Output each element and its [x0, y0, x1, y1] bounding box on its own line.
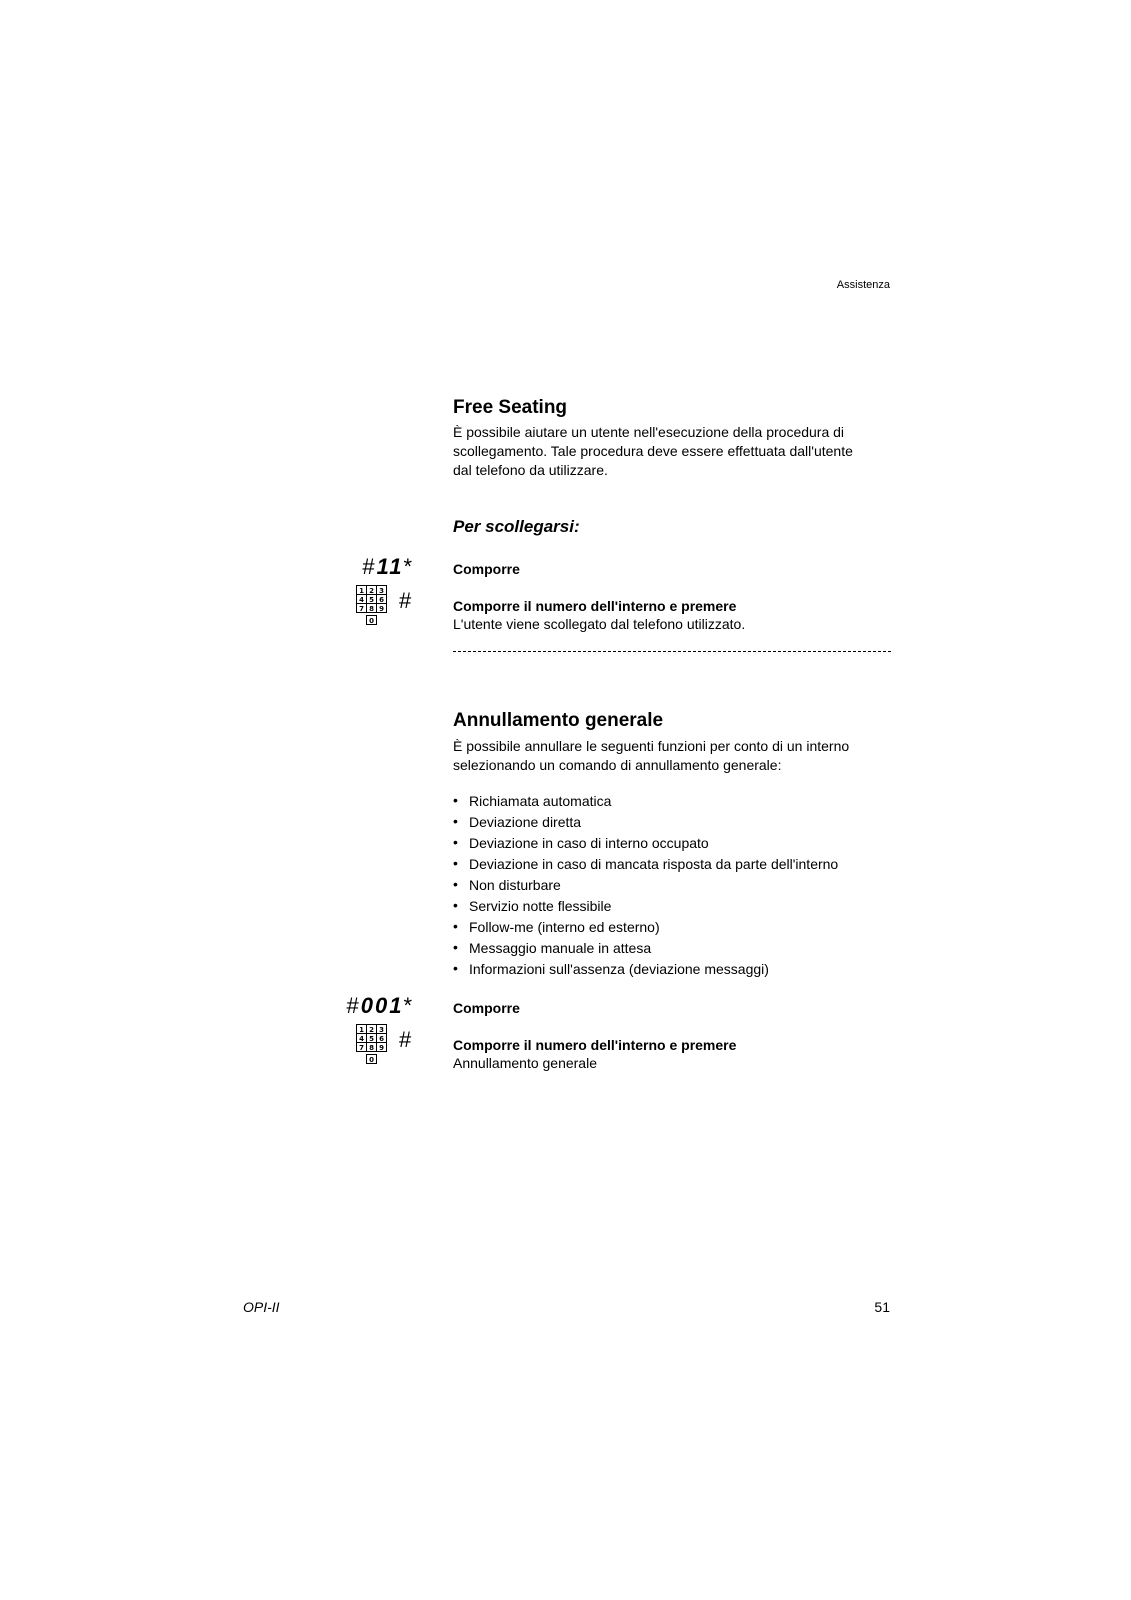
list-item: • Non disturbare [453, 877, 838, 898]
svg-text:2: 2 [369, 587, 374, 595]
svg-text:5: 5 [369, 1035, 374, 1043]
page-number: 51 [874, 1299, 890, 1315]
hash-key-icon: # [399, 588, 412, 613]
star-symbol: * [403, 993, 414, 1018]
subsection-title-per-scollegarsi: Per scollegarsi: [453, 517, 580, 536]
feature-list [453, 793, 838, 982]
svg-text:5: 5 [369, 596, 374, 604]
hash-symbol: # [362, 554, 377, 579]
list-item: • Richiamata automatica [453, 793, 838, 814]
svg-text:9: 9 [379, 1044, 384, 1052]
section-divider [453, 651, 891, 652]
list-item: • Servizio notte flessibile [453, 898, 838, 919]
list-item: • Messaggio manuale in attesa [453, 940, 838, 961]
keypad-icon [356, 585, 388, 626]
svg-text:0: 0 [369, 1056, 374, 1064]
step-comporre: Comporre [453, 1000, 520, 1016]
svg-text:7: 7 [359, 1044, 364, 1052]
list-item: • Informazioni sull'assenza (deviazione messaggi) [453, 961, 838, 982]
svg-text:1: 1 [359, 1026, 364, 1034]
code-digits: 001 [360, 993, 404, 1018]
code-digits: 11 [376, 554, 404, 579]
star-symbol: * [403, 554, 414, 579]
svg-text:8: 8 [369, 1044, 374, 1052]
step-comporre-numero: Comporre il numero dell'interno e premere [453, 1037, 737, 1053]
keypad-icon [356, 1024, 388, 1065]
svg-text:9: 9 [379, 605, 384, 613]
svg-text:6: 6 [379, 1035, 384, 1043]
hash-symbol: # [346, 993, 361, 1018]
annullamento-intro: È possibile annullare le seguenti funzioni per conto di un interno selezionando un comando di annullamento generale: [453, 738, 850, 773]
svg-text:3: 3 [379, 1026, 384, 1034]
svg-text:7: 7 [359, 605, 364, 613]
svg-text:0: 0 [369, 617, 374, 625]
svg-text:4: 4 [359, 1035, 364, 1043]
dial-code-11 [214, 554, 414, 580]
step-comporre-numero: Comporre il numero dell'interno e premere [453, 598, 737, 614]
svg-text:3: 3 [379, 587, 384, 595]
running-header: Assistenza [836, 279, 890, 291]
step-comporre: Comporre [453, 561, 520, 577]
list-item: • Deviazione diretta [453, 814, 838, 835]
footer-manual-name: OPI-II [243, 1299, 280, 1315]
free-seating-intro: È possibile aiutare un utente nell'esecuzione della procedura di scollegamento. Tale procedura deve essere effettuata dall'utente dal telefono da utilizzare. [453, 424, 853, 478]
list-item: • Follow-me (interno ed esterno) [453, 919, 838, 940]
list-item: • Deviazione in caso di mancata risposta da parte dell'interno [453, 856, 838, 877]
section-title-annullamento: Annullamento generale [453, 710, 664, 731]
section-title-free-seating: Free Seating [453, 397, 568, 418]
svg-text:2: 2 [369, 1026, 374, 1034]
step-note: Annullamento generale [453, 1055, 597, 1071]
svg-text:8: 8 [369, 605, 374, 613]
svg-text:6: 6 [379, 596, 384, 604]
hash-key-icon: # [399, 1027, 412, 1052]
svg-text:1: 1 [359, 587, 364, 595]
dial-code-001 [214, 993, 414, 1019]
step-note: L'utente viene scollegato dal telefono utilizzato. [453, 616, 746, 632]
list-item: • Deviazione in caso di interno occupato [453, 835, 838, 856]
svg-text:4: 4 [359, 596, 364, 604]
